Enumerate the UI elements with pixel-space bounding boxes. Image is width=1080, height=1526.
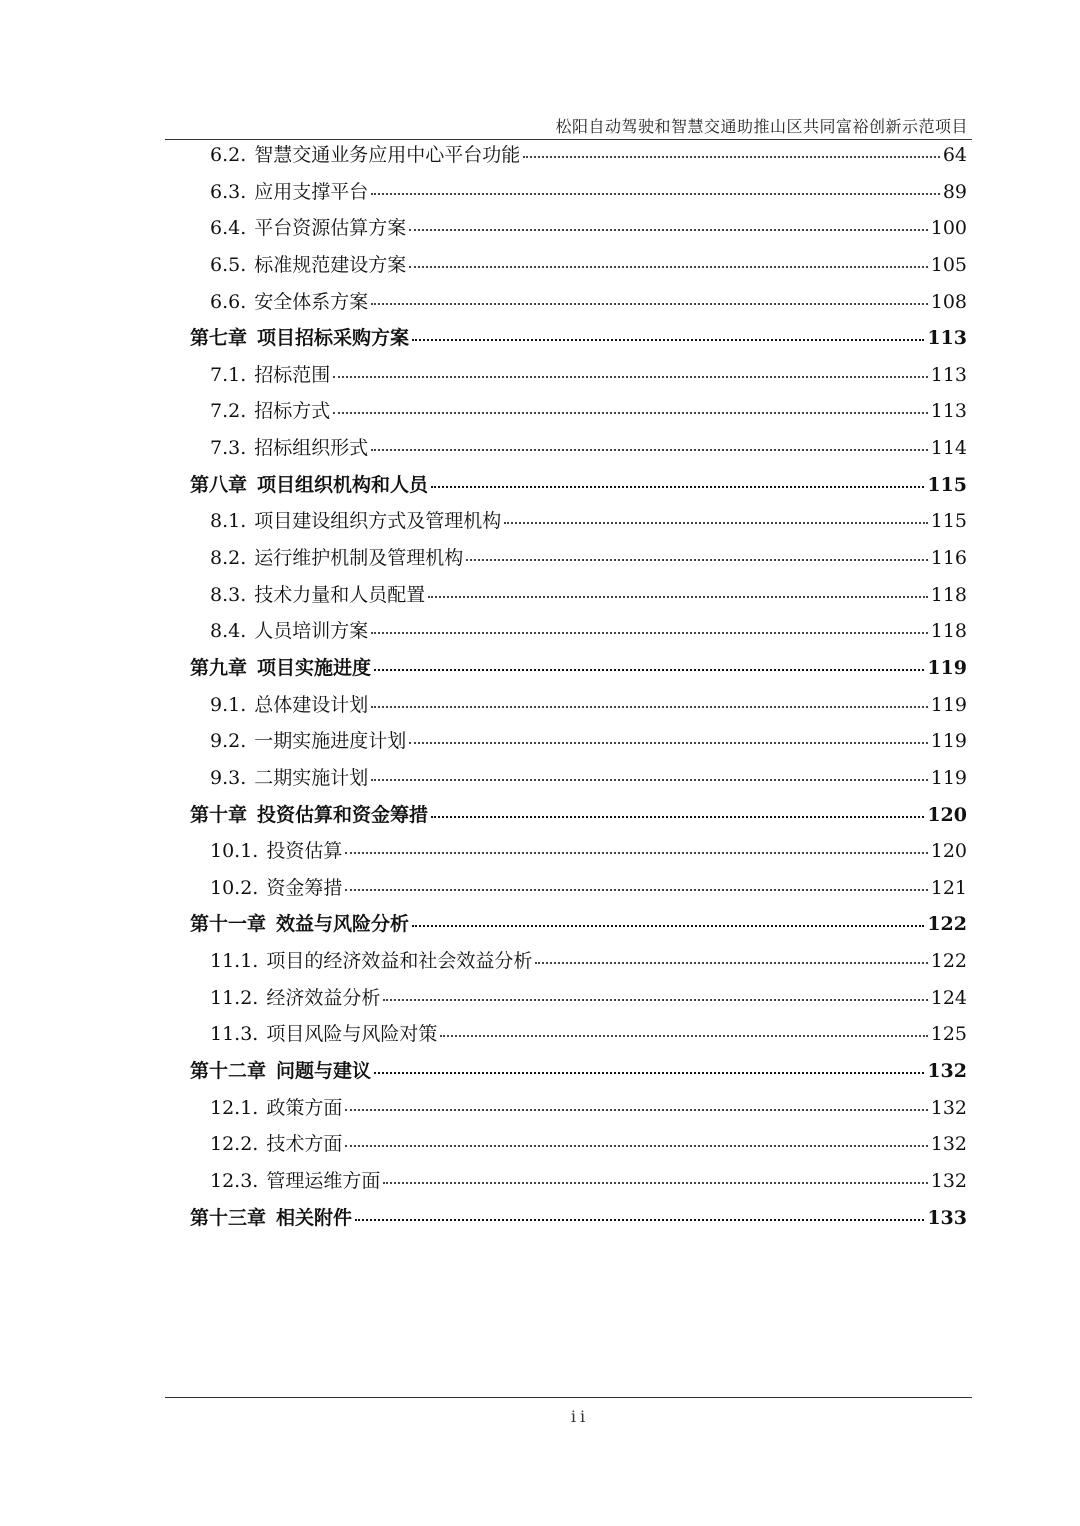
toc-section-entry[interactable] bbox=[190, 833, 967, 870]
toc-entry-page: 122 bbox=[927, 913, 967, 936]
dot-leader bbox=[431, 816, 924, 818]
toc-entry-number: 7.3. bbox=[210, 437, 247, 460]
toc-section-entry[interactable] bbox=[190, 1163, 967, 1200]
toc-entry-title: 二期实施计划 bbox=[254, 766, 369, 789]
toc-entry-number: 6.2. bbox=[210, 144, 247, 166]
toc-entry-number: 9.2. bbox=[210, 730, 247, 753]
toc-entry-page: 125 bbox=[930, 1023, 967, 1046]
toc-entry-title: 项目风险与风险对策 bbox=[266, 1023, 438, 1046]
toc-entry-title: 资金筹措 bbox=[266, 876, 343, 899]
toc-entry-number: 8.2. bbox=[210, 547, 247, 570]
toc-section-entry[interactable] bbox=[190, 943, 967, 980]
dot-leader bbox=[333, 412, 927, 414]
toc-section-entry[interactable] bbox=[190, 174, 967, 211]
toc-entry-number: 8.4. bbox=[210, 620, 247, 643]
toc-entry-number: 第八章 bbox=[190, 473, 248, 496]
toc-entry-number: 11.1. bbox=[210, 950, 259, 973]
toc-section-entry[interactable] bbox=[190, 1126, 967, 1163]
toc-entry-page: 119 bbox=[927, 656, 967, 679]
toc-section-entry[interactable] bbox=[190, 577, 967, 614]
toc-entry-page: 124 bbox=[930, 986, 967, 1009]
dot-leader bbox=[409, 266, 927, 268]
toc-entry-title: 招标方式 bbox=[254, 400, 331, 423]
toc-chapter-entry[interactable] bbox=[190, 650, 967, 687]
dot-leader bbox=[428, 596, 927, 598]
toc-section-entry[interactable] bbox=[190, 284, 967, 321]
toc-entry-number: 第十一章 bbox=[190, 913, 267, 936]
dot-leader bbox=[345, 852, 927, 854]
toc-entry-page: 119 bbox=[930, 730, 967, 753]
toc-entry-number: 10.1. bbox=[210, 840, 259, 863]
toc-entry-page: 105 bbox=[930, 253, 967, 276]
toc-entry-page: 64 bbox=[942, 144, 967, 166]
toc-entry-title: 项目招标采购方案 bbox=[257, 327, 410, 350]
toc-entry-number: 7.1. bbox=[210, 363, 247, 386]
toc-chapter-entry[interactable] bbox=[190, 906, 967, 943]
toc-entry-number: 10.2. bbox=[210, 876, 259, 899]
toc-entry-page: 113 bbox=[927, 327, 967, 350]
dot-leader bbox=[431, 486, 924, 488]
toc-entry-title: 投资估算 bbox=[266, 840, 343, 863]
toc-entry-title: 技术力量和人员配置 bbox=[254, 583, 426, 606]
toc-entry-title: 总体建设计划 bbox=[254, 693, 369, 716]
toc-entry-number: 11.2. bbox=[210, 986, 259, 1009]
toc-entry-number: 12.2. bbox=[210, 1133, 259, 1156]
toc-entry-title: 管理运维方面 bbox=[266, 1169, 381, 1192]
toc-entry-number: 8.1. bbox=[210, 510, 247, 533]
dot-leader bbox=[383, 1182, 927, 1184]
toc-entry-title: 效益与风险分析 bbox=[276, 913, 410, 936]
toc-entry-page: 119 bbox=[930, 766, 967, 789]
toc-section-entry[interactable] bbox=[190, 1090, 967, 1127]
toc-entry-title: 智慧交通业务应用中心平台功能 bbox=[254, 144, 521, 166]
toc-entry-page: 100 bbox=[930, 217, 967, 240]
toc-entry-title: 投资估算和资金筹措 bbox=[257, 803, 429, 826]
toc-entry-title: 安全体系方案 bbox=[254, 290, 369, 313]
toc-chapter-entry[interactable] bbox=[190, 467, 967, 504]
dot-leader bbox=[504, 522, 927, 524]
toc-section-entry[interactable] bbox=[190, 1016, 967, 1053]
toc-entry-page: 122 bbox=[930, 950, 967, 973]
toc-chapter-entry[interactable] bbox=[190, 1053, 967, 1090]
toc-entry-title: 相关附件 bbox=[276, 1206, 353, 1229]
toc-entry-title: 应用支撑平台 bbox=[254, 180, 369, 203]
toc-entry-page: 121 bbox=[930, 876, 967, 899]
toc-entry-title: 技术方面 bbox=[266, 1133, 343, 1156]
toc-entry-page: 108 bbox=[930, 290, 967, 313]
dot-leader bbox=[383, 999, 927, 1001]
toc-entry-title: 经济效益分析 bbox=[266, 986, 381, 1009]
toc-entry-page: 120 bbox=[927, 803, 967, 826]
dot-leader bbox=[345, 889, 927, 891]
toc-chapter-entry[interactable] bbox=[190, 797, 967, 834]
toc-entry-title: 招标组织形式 bbox=[254, 437, 369, 460]
dot-leader bbox=[371, 193, 940, 195]
toc-entry-title: 运行维护机制及管理机构 bbox=[254, 547, 464, 570]
dot-leader bbox=[412, 925, 924, 927]
toc-entry-number: 6.6. bbox=[210, 290, 247, 313]
toc-section-entry[interactable] bbox=[190, 687, 967, 724]
table-of-contents bbox=[190, 137, 967, 1236]
toc-section-entry[interactable] bbox=[190, 393, 967, 430]
toc-section-entry[interactable] bbox=[190, 503, 967, 540]
toc-entry-page: 120 bbox=[930, 840, 967, 863]
toc-chapter-entry[interactable] bbox=[190, 320, 967, 357]
toc-entry-number: 9.1. bbox=[210, 693, 247, 716]
toc-entry-page: 132 bbox=[930, 1133, 967, 1156]
dot-leader bbox=[412, 339, 924, 341]
toc-section-entry[interactable] bbox=[190, 210, 967, 247]
toc-entry-title: 人员培训方案 bbox=[254, 620, 369, 643]
dot-leader bbox=[345, 1109, 927, 1111]
toc-entry-page: 114 bbox=[930, 437, 967, 460]
toc-entry-number: 6.5. bbox=[210, 253, 247, 276]
toc-section-entry[interactable] bbox=[190, 723, 967, 760]
toc-entry-page: 113 bbox=[930, 363, 967, 386]
toc-entry-title: 项目的经济效益和社会效益分析 bbox=[266, 950, 533, 973]
toc-entry-page: 132 bbox=[930, 1169, 967, 1192]
toc-section-entry[interactable] bbox=[190, 357, 967, 394]
toc-chapter-entry[interactable] bbox=[190, 1200, 967, 1237]
toc-section-entry[interactable] bbox=[190, 247, 967, 284]
toc-entry-title: 项目建设组织方式及管理机构 bbox=[254, 510, 502, 533]
toc-entry-page: 132 bbox=[927, 1060, 967, 1083]
toc-entry-title: 项目组织机构和人员 bbox=[257, 473, 429, 496]
toc-entry-title: 招标范围 bbox=[254, 363, 331, 386]
dot-leader bbox=[345, 1145, 927, 1147]
toc-section-entry[interactable] bbox=[190, 760, 967, 797]
toc-entry-page: 119 bbox=[930, 693, 967, 716]
dot-leader bbox=[371, 706, 927, 708]
dot-leader bbox=[409, 742, 927, 744]
toc-entry-page: 89 bbox=[942, 180, 967, 203]
toc-entry-number: 9.3. bbox=[210, 766, 247, 789]
toc-entry-page: 116 bbox=[930, 547, 967, 570]
toc-entry-page: 132 bbox=[930, 1096, 967, 1119]
toc-section-entry[interactable] bbox=[190, 613, 967, 650]
toc-entry-number: 第七章 bbox=[190, 327, 248, 350]
running-header: 松阳自动驾驶和智慧交通助推山区共同富裕创新示范项目 bbox=[555, 117, 968, 136]
toc-entry-number: 第十三章 bbox=[190, 1206, 267, 1229]
dot-leader bbox=[374, 669, 924, 671]
toc-entry-title: 一期实施进度计划 bbox=[254, 730, 407, 753]
toc-entry-number: 8.3. bbox=[210, 583, 247, 606]
toc-entry-number: 12.1. bbox=[210, 1096, 259, 1119]
dot-leader bbox=[371, 632, 927, 634]
dot-leader bbox=[371, 303, 927, 305]
toc-entry-page: 115 bbox=[927, 473, 967, 496]
toc-section-entry[interactable] bbox=[190, 137, 967, 174]
dot-leader bbox=[535, 962, 927, 964]
toc-entry-title: 问题与建议 bbox=[276, 1060, 372, 1083]
toc-entry-title: 标准规范建设方案 bbox=[254, 253, 407, 276]
toc-section-entry[interactable] bbox=[190, 540, 967, 577]
toc-entry-page: 118 bbox=[930, 583, 967, 606]
toc-entry-title: 平台资源估算方案 bbox=[254, 217, 407, 240]
toc-entry-page: 113 bbox=[930, 400, 967, 423]
toc-entry-number: 6.3. bbox=[210, 180, 247, 203]
toc-entry-number: 6.4. bbox=[210, 217, 247, 240]
toc-entry-number: 7.2. bbox=[210, 400, 247, 423]
toc-section-entry[interactable] bbox=[190, 430, 967, 467]
toc-entry-number: 第十章 bbox=[190, 803, 248, 826]
toc-entry-number: 11.3. bbox=[210, 1023, 259, 1046]
dot-leader bbox=[440, 1035, 927, 1037]
toc-entry-page: 118 bbox=[930, 620, 967, 643]
page-number: ii bbox=[570, 1407, 590, 1426]
toc-entry-number: 第十二章 bbox=[190, 1060, 267, 1083]
footer-rule bbox=[165, 1397, 972, 1398]
toc-entry-page: 115 bbox=[930, 510, 967, 533]
dot-leader bbox=[466, 559, 927, 561]
dot-leader bbox=[409, 229, 927, 231]
toc-section-entry[interactable] bbox=[190, 980, 967, 1017]
toc-entry-number: 12.3. bbox=[210, 1169, 259, 1192]
dot-leader bbox=[333, 376, 927, 378]
dot-leader bbox=[523, 156, 940, 158]
toc-entry-title: 政策方面 bbox=[266, 1096, 343, 1119]
toc-section-entry[interactable] bbox=[190, 870, 967, 907]
dot-leader bbox=[371, 449, 927, 451]
toc-entry-title: 项目实施进度 bbox=[257, 656, 372, 679]
toc-entry-page: 133 bbox=[927, 1206, 967, 1229]
toc-entry-number: 第九章 bbox=[190, 656, 248, 679]
dot-leader bbox=[374, 1072, 924, 1074]
dot-leader bbox=[355, 1219, 924, 1221]
dot-leader bbox=[371, 779, 927, 781]
